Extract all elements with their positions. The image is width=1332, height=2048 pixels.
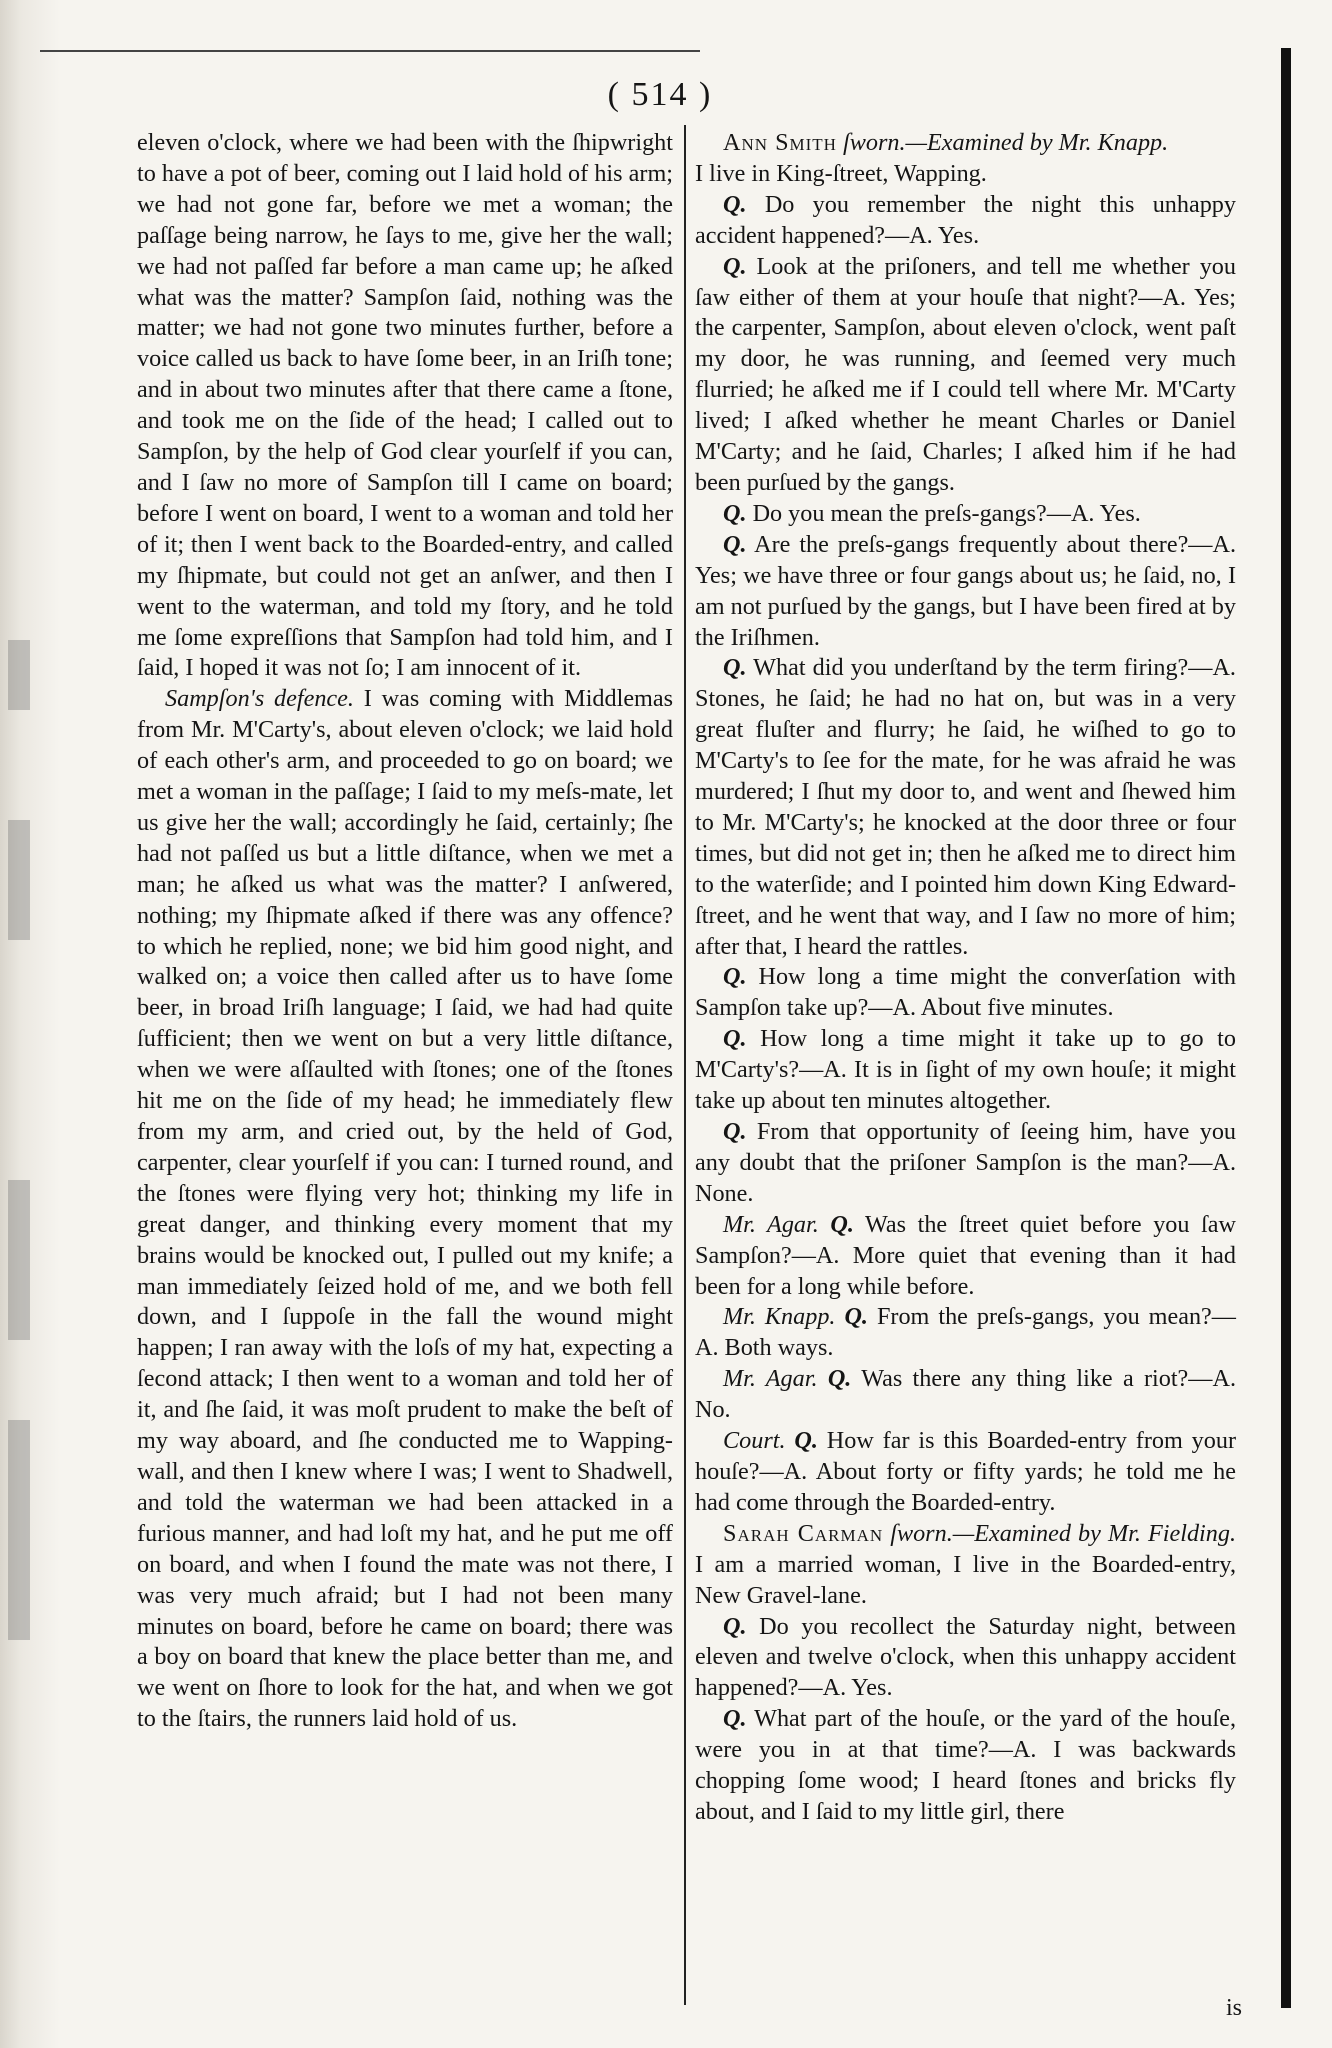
qa-item: Q. Do you remember the night this unhappy accident happened?—A. Yes. <box>695 190 1236 249</box>
qa-item: Mr. Agar. Q. Was there any thing like a riot?—A. No. <box>695 1365 1236 1424</box>
catchword: is <box>1226 1995 1243 2021</box>
page-number: ( 514 ) <box>607 76 713 113</box>
defence-label: Sampſon's defence. <box>165 685 354 713</box>
qa-item: Court. Q. How far is this Boarded-entry from your houſe?—A. About forty or fifty yards; he told me he had come through the Boarded-entry. <box>695 1427 1237 1516</box>
qa-item: Q. What did you underſtand by the term firing?—A. Stones, he ſaid; he had no hat on, but was in a very great fluſter and flurry; he ſaid, he wiſhed to go to M'Carty's to ſee for the mate, for he was afraid he was murdered; I ſhut my door to, and went and ſhewed him to Mr. M'Carty's; he knocked at the door three or four times, but did not get in; then he aſked me to direct him to the waterſide; and I pointed him down King Edward-ſtreet, and he went that way, and I ſaw no more of him; after that, I heard the rattles. <box>695 654 1236 960</box>
testimony-continuation: eleven o'clock, where we had been with the ſhipwright to have a pot of beer, coming out I laid hold of his arm; we had not gone far, before we met a woman; the paſſage being narrow, he ſays to me, give her the wall; we had not paſſed far before a man came up; he aſked what was the matter? Sampſon ſaid, nothing was the matter; we had not gone two minutes further, before a voice called us back to have ſome beer, in an Iriſh tone; and in about two minutes after that there came a ſtone, and took me on the ſide of the head; I called out to Sampſon, by the help of God clear yourſelf if you can, and I ſaw no more of Sampſon till I came on board; before I went on board, I went to a woman and told her of it; then I went back to the Boarded-entry, and called my ſhipmate, but could not get an anſwer, and then I went to the waterman, and told my ſtory, and he told me ſome expreſſions that Sampſon had told him, and I ſaid, I hoped it was not ſo; I am innocent of it. <box>137 129 673 682</box>
qa-item: Q. From that opportunity of ſeeing him, have you any doubt that the priſoner Sampſon is the man?—A. None. <box>695 1118 1237 1207</box>
qa-item: Q. How long a time might it take up to go to M'Carty's?—A. It is in ſight of my own houſe; it might take up about ten minutes altogether. <box>695 1025 1237 1115</box>
margin-speckle <box>8 1180 30 1340</box>
qa-item: Mr. Agar. Q. Was the ſtreet quiet before you ſaw Sampſon?—A. More quiet that evening than it had been for a long while before. <box>695 1210 1236 1300</box>
witness-ann-smith-header <box>695 128 1236 159</box>
qa-item: Q. What part of the houſe, or the yard of the houſe, were you in at that time?—A. I was backwards chopping ſome wood; I heard ſtones and bricks fly about, and I ſaid to my little girl, there <box>695 1705 1236 1825</box>
witness-intro: I live in King-ſtreet, Wapping. <box>695 159 987 187</box>
qa-item: Q. Do you recollect the Saturday night, between eleven and twelve o'clock, when this unhappy accident happened?—A. Yes. <box>695 1612 1237 1702</box>
witness-name: Ann Smith <box>723 129 837 156</box>
witness-sworn: ſworn.—Examined by Mr. Fielding. <box>890 1519 1236 1547</box>
right-edge-bar <box>1281 48 1291 2008</box>
column-divider <box>684 125 686 2005</box>
witness-sarah-carman-header <box>695 1519 1236 1612</box>
margin-speckle <box>8 820 30 940</box>
qa-item: Q. Look at the priſoners, and tell me whether you ſaw either of them at your houſe that night?—A. Yes; the carpenter, Sampſon, about eleven o'clock, went paſt my door, he was running, and ſeemed very much flurried; he aſked me if I could tell where Mr. M'Carty lived; I aſked whether he meant Charles or Daniel M'Carty; and he ſaid, Charles; I aſked him if he had been purſued by the gangs. <box>695 252 1236 496</box>
qa-item: Q. How long a time might the converſation with Sampſon take up?—A. About five minutes. <box>695 963 1237 1022</box>
margin-speckle <box>8 640 30 710</box>
qa-item: Q. Do you mean the preſs-gangs?—A. Yes. <box>723 499 1141 527</box>
qa-item: Q. Are the preſs-gangs frequently about there?—A. Yes; we have three or four gangs about us; he ſaid, no, I am not purſued by the gangs, but I have been fired at by the Iriſhmen. <box>695 530 1237 651</box>
margin-speckle <box>8 1420 30 1640</box>
scan-edge-shadow <box>0 0 60 2048</box>
defence-text: I was coming with Middlemas from Mr. M'Carty's, about eleven o'clock; we laid hold of each other's arm, and proceeded to go on board; we met a woman in the paſſage; I ſaid to my meſs-mate, let us give her the wall; accordingly he ſaid, certainly; ſhe had not paſſed us but a little diſtance, when we met a man; he aſked us what was the matter? I anſwered, nothing; my ſhipmate aſked if there was any offence? to which he replied, none; we bid him good night, and walked on; a voice then called after us to have ſome beer, in broad Iriſh language; I ſaid, we had had quite ſufficient; then we went on but a very little diſtance, when we were aſſaulted with ſtones; one of the ſtones hit me on the ſide of my head; he immediately flew from my arm, and cried out, by the held of God, carpenter, clear yourſelf if you can: I turned round, and the ſtones were flying very hot; thinking my life in great danger, and thinking every moment that my brains would be knocked out, I pulled out my knife; a man immediately ſeized hold of me, and we both fell down, and I ſuppoſe in the fall the wound might happen; I ran away with the loſs of my hat, expecting a ſecond attack; I then went to a woman and told her of it, and ſhe ſaid, it was moſt prudent to make the beſt of my way aboard, and ſhe conducted me to Wapping-wall, and then I knew where I was; I went to Shadwell, and told the waterman we had been attacked in a furious manner, and had loſt my hat, and he put me off on board, and when I found the mate was not there, I was very much afraid; but I had not been many minutes on board, before he came on board; there was a boy on board that knew the place better than me, and we went on ſhore to look for the hat, and when we got to the ſtairs, the runners laid hold of us. <box>137 685 674 1733</box>
left-column <box>137 128 673 1735</box>
witness-intro: I am a married woman, I live in the Boarded-entry, New Gravel-lane. <box>695 1550 1236 1609</box>
qa-item: Mr. Knapp. Q. From the preſs-gangs, you mean?—A. Both ways. <box>695 1303 1236 1362</box>
witness-name: Sarah Carman <box>723 1519 884 1547</box>
witness-sworn: ſworn.—Examined by Mr. Knapp. <box>843 129 1169 156</box>
sampson-defence <box>137 684 673 1735</box>
top-rule <box>40 50 700 52</box>
right-column <box>695 128 1236 1828</box>
